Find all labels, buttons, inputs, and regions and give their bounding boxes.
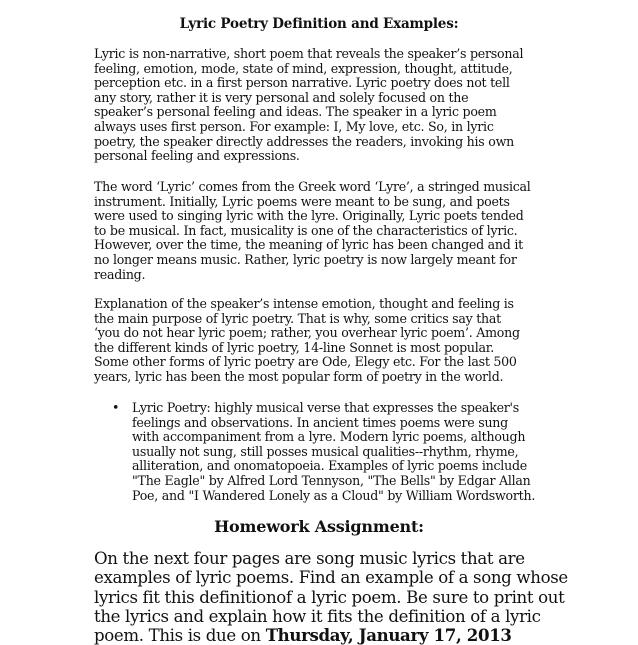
text-line: instrument. Initially, Lyric poems were meant to be sung, and poets <box>94 193 510 209</box>
paragraph-origin <box>94 180 546 282</box>
text-line: poetry, the speaker directly addresses the readers, invoking his own <box>94 133 514 149</box>
bullet-marker: • <box>112 400 120 415</box>
text-line: examples of lyric poems. Find an example of a song whose <box>94 568 568 588</box>
text-line: with accompaniment from a lyre. Modern lyric poems, although <box>132 429 526 445</box>
text-line: ‘you do not hear lyric poem; rather, you overhear lyric poem’. Among <box>94 325 520 341</box>
text-line: the lyrics and explain how it fits the definition of a lyric <box>94 606 541 626</box>
text-line: personal feeling and expressions. <box>94 148 300 164</box>
text-line: However, over the time, the meaning of lyric has been changed and it <box>94 237 523 253</box>
due-prefix: poem. This is due on <box>94 626 266 645</box>
paragraph-purpose <box>94 297 546 385</box>
document-title: Lyric Poetry Definition and Examples: <box>179 16 459 32</box>
due-date: Thursday, January 17, 2013 <box>265 625 512 645</box>
homework-paragraph <box>94 549 568 645</box>
text-line: "The Eagle" by Alfred Lord Tennyson, "The Bells" by Edgar Allan <box>132 472 531 488</box>
text-line: speaker’s personal feeling and ideas. The speaker in a lyric poem <box>94 104 497 120</box>
text-line: On the next four pages are song music lyrics that are <box>94 549 525 568</box>
text-line: Some other forms of lyric poetry are Ode, Elegy etc. For the last 500 <box>94 354 517 370</box>
text-line: feelings and observations. In ancient times poems were sung <box>132 414 508 430</box>
text-line: Lyric Poetry: highly musical verse that expresses the speaker's <box>132 400 519 415</box>
text-line: lyrics fit this definitionof a lyric poem. Be sure to print out <box>94 587 565 607</box>
homework-heading: Homework Assignment: <box>214 517 424 536</box>
text-line: were used to singing lyric with the lyre. Originally, Lyric poets tended <box>94 208 524 224</box>
text-line: Explanation of the speaker’s intense emotion, thought and feeling is <box>94 296 514 311</box>
text-line: years, lyric has been the most popular form of poetry in the world. <box>94 368 504 384</box>
text-line: perception etc. in a first person narrative. Lyric poetry does not tell <box>94 75 510 91</box>
text-line-last <box>94 626 554 645</box>
text-line: the different kinds of lyric poetry, 14-line Sonnet is most popular. <box>94 339 494 355</box>
text-line: reading. <box>94 266 146 282</box>
text-line: always uses first person. For example: I, My love, etc. So, in lyric <box>94 118 494 134</box>
text-line: The word ‘Lyric’ comes from the Greek word ‘Lyre’, a stringed musical <box>94 179 531 194</box>
text-line: usually not sung, still posses musical qualities--rhythm, rhyme, <box>132 443 519 459</box>
text-line: Poe, and "I Wandered Lonely as a Cloud" by William Wordsworth. <box>132 487 536 503</box>
text-line: Lyric is non-narrative, short poem that reveals the speaker’s personal <box>94 46 524 61</box>
text-line: alliteration, and onomatopoeia. Examples of lyric poems include <box>132 458 527 474</box>
paragraph-definition <box>94 47 546 164</box>
text-line: the main purpose of lyric poetry. That is why, some critics say that <box>94 310 501 326</box>
text-line: any story, rather it is very personal and solely focused on the <box>94 89 469 105</box>
text-line: feeling, emotion, mode, state of mind, expression, thought, attitude, <box>94 60 513 76</box>
text-line: to be musical. In fact, musicality is one of the characteristics of lyric. <box>94 222 518 238</box>
bullet-text <box>132 401 562 503</box>
text-line: no longer means music. Rather, lyric poetry is now largely meant for <box>94 251 517 267</box>
